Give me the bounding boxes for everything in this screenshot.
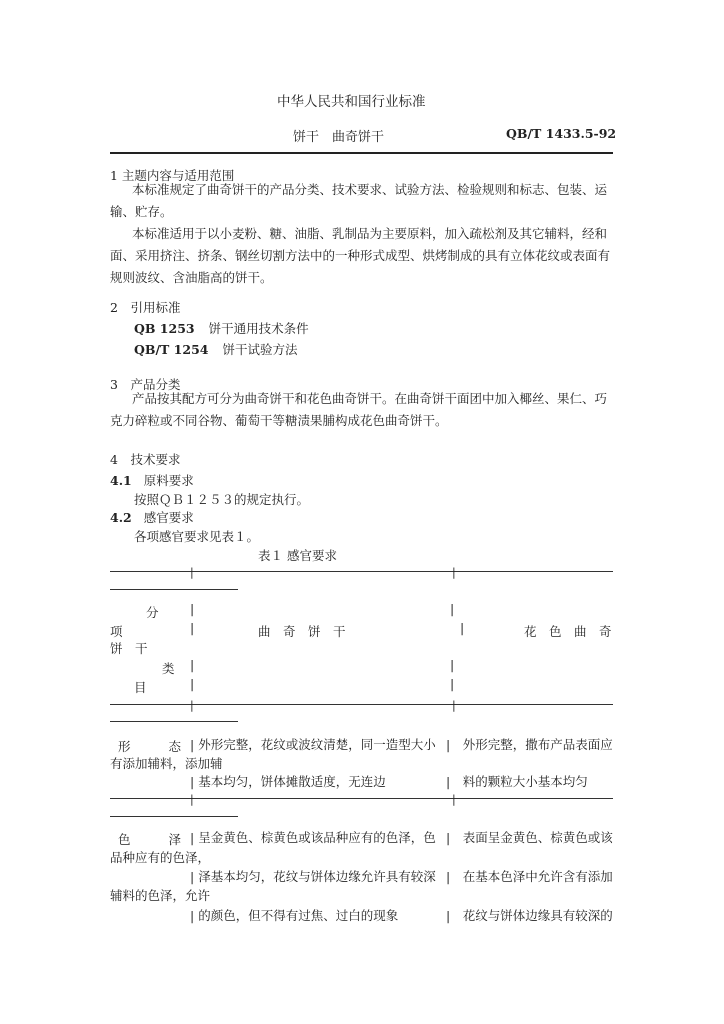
column-divider: | bbox=[190, 699, 194, 712]
column-header-quqi: 曲 奇 饼 干 bbox=[258, 624, 346, 639]
table-rule bbox=[110, 704, 613, 705]
reference-code: QB 1253 bbox=[134, 321, 195, 336]
standard-code: QB/T 1433.5-92 bbox=[506, 126, 617, 141]
table-rule bbox=[110, 721, 238, 722]
section-4-heading: 4 技术要求 bbox=[110, 452, 181, 467]
column-divider: | bbox=[190, 566, 194, 579]
table-rule bbox=[110, 571, 613, 572]
table-row: | 呈金黄色、棕黄色或该品种应有的色泽，色 bbox=[190, 830, 436, 845]
wrapped-cell-text: 辅料的色泽，允许 bbox=[110, 888, 211, 903]
section-1-para-2: 本标准适用于以小麦粉、糖、油脂、乳制品为主要原料，加入疏松剂及其它辅料，经和面、采用挤注、挤条、钢丝切割方法中的一种形式成型、烘烤制成的具有立体花纹或表面有规则波纹、含油脂高的饼干。 bbox=[110, 226, 611, 285]
table-row: | 花纹与饼体边缘具有较深的 bbox=[446, 908, 613, 923]
section-4-2-heading bbox=[110, 508, 194, 526]
section-number: 4.2 bbox=[110, 510, 132, 525]
table-row: | 在基本色泽中允许含有添加 bbox=[446, 869, 613, 884]
row-label-seze: 色 泽 bbox=[118, 832, 182, 847]
section-title: 感官要求 bbox=[143, 510, 194, 525]
header-xiang: 项 bbox=[110, 624, 123, 639]
column-divider: | bbox=[190, 620, 195, 635]
reference-item bbox=[134, 340, 297, 358]
column-divider: | bbox=[450, 657, 455, 672]
section-2-heading: 2 引用标准 bbox=[110, 300, 181, 315]
table-row: | 外形完整，撒布产品表面应 bbox=[446, 737, 613, 752]
table-rule bbox=[110, 816, 238, 817]
section-4-1-text: 按照ＱＢ１２５３的规定执行。 bbox=[134, 492, 310, 507]
section-4-1-heading bbox=[110, 471, 194, 489]
column-header-huase: 花 色 曲 奇 bbox=[524, 624, 612, 639]
column-divider: | bbox=[452, 793, 456, 806]
header-lei: 类 bbox=[162, 661, 175, 676]
table-row: | 表面呈金黄色、棕黄色或该 bbox=[446, 830, 613, 845]
reference-title: 饼干试验方法 bbox=[222, 342, 298, 357]
column-divider: | bbox=[190, 657, 195, 672]
document-org: 中华人民共和国行业标准 bbox=[277, 94, 426, 110]
table-rule bbox=[110, 798, 613, 799]
table-row: | 泽基本均匀，花纹与饼体边缘允许具有较深 bbox=[190, 869, 436, 884]
header-binggan: 饼 干 bbox=[110, 641, 148, 656]
section-number: 4.1 bbox=[110, 473, 132, 488]
table-row: | 料的颗粒大小基本均匀 bbox=[446, 774, 588, 789]
reference-title: 饼干通用技术条件 bbox=[208, 321, 309, 336]
column-divider: | bbox=[452, 699, 456, 712]
column-divider: | bbox=[452, 566, 456, 579]
section-3-heading: 3 产品分类 bbox=[110, 377, 181, 392]
header-fen: 分 bbox=[146, 605, 159, 620]
column-divider: | bbox=[450, 601, 455, 616]
section-4-2-text: 各项感官要求见表１。 bbox=[134, 529, 260, 544]
reference-code: QB/T 1254 bbox=[134, 342, 209, 357]
table-row: | 外形完整，花纹或波纹清楚，同一造型大小 bbox=[190, 737, 436, 752]
reference-item bbox=[134, 319, 309, 337]
section-3-para: 产品按其配方可分为曲奇饼干和花色曲奇饼干。在曲奇饼干面团中加入椰丝、果仁、巧克力碎粒或不同谷物、葡萄干等糖渍果脯构成花色曲奇饼干。 bbox=[110, 391, 608, 428]
wrapped-cell-text: 有添加辅料，添加辅 bbox=[110, 756, 223, 771]
column-divider: | bbox=[190, 793, 194, 806]
section-title: 原料要求 bbox=[143, 473, 194, 488]
column-divider: | bbox=[450, 676, 455, 691]
column-divider: | bbox=[460, 620, 465, 635]
table-caption: 表１ 感官要求 bbox=[258, 548, 337, 563]
table-row: | 的颜色，但不得有过焦、过白的现象 bbox=[190, 908, 399, 923]
column-divider: | bbox=[190, 601, 195, 616]
wrapped-cell-text: 品种应有的色泽， bbox=[110, 850, 211, 865]
document-title: 饼干 曲奇饼干 bbox=[293, 130, 385, 145]
table-row: | 基本均匀，饼体摊散适度，无连边 bbox=[190, 774, 386, 789]
section-1-para-1: 本标准规定了曲奇饼干的产品分类、技术要求、试验方法、检验规则和标志、包装、运输、贮存。 bbox=[110, 182, 608, 219]
column-divider: | bbox=[190, 676, 195, 691]
section-1-heading: 1 主题内容与适用范围 bbox=[110, 168, 235, 183]
table-rule bbox=[110, 589, 238, 590]
row-label-xingtai: 形 态 bbox=[118, 739, 182, 754]
header-rule bbox=[110, 152, 613, 154]
header-mu: 目 bbox=[134, 680, 147, 695]
